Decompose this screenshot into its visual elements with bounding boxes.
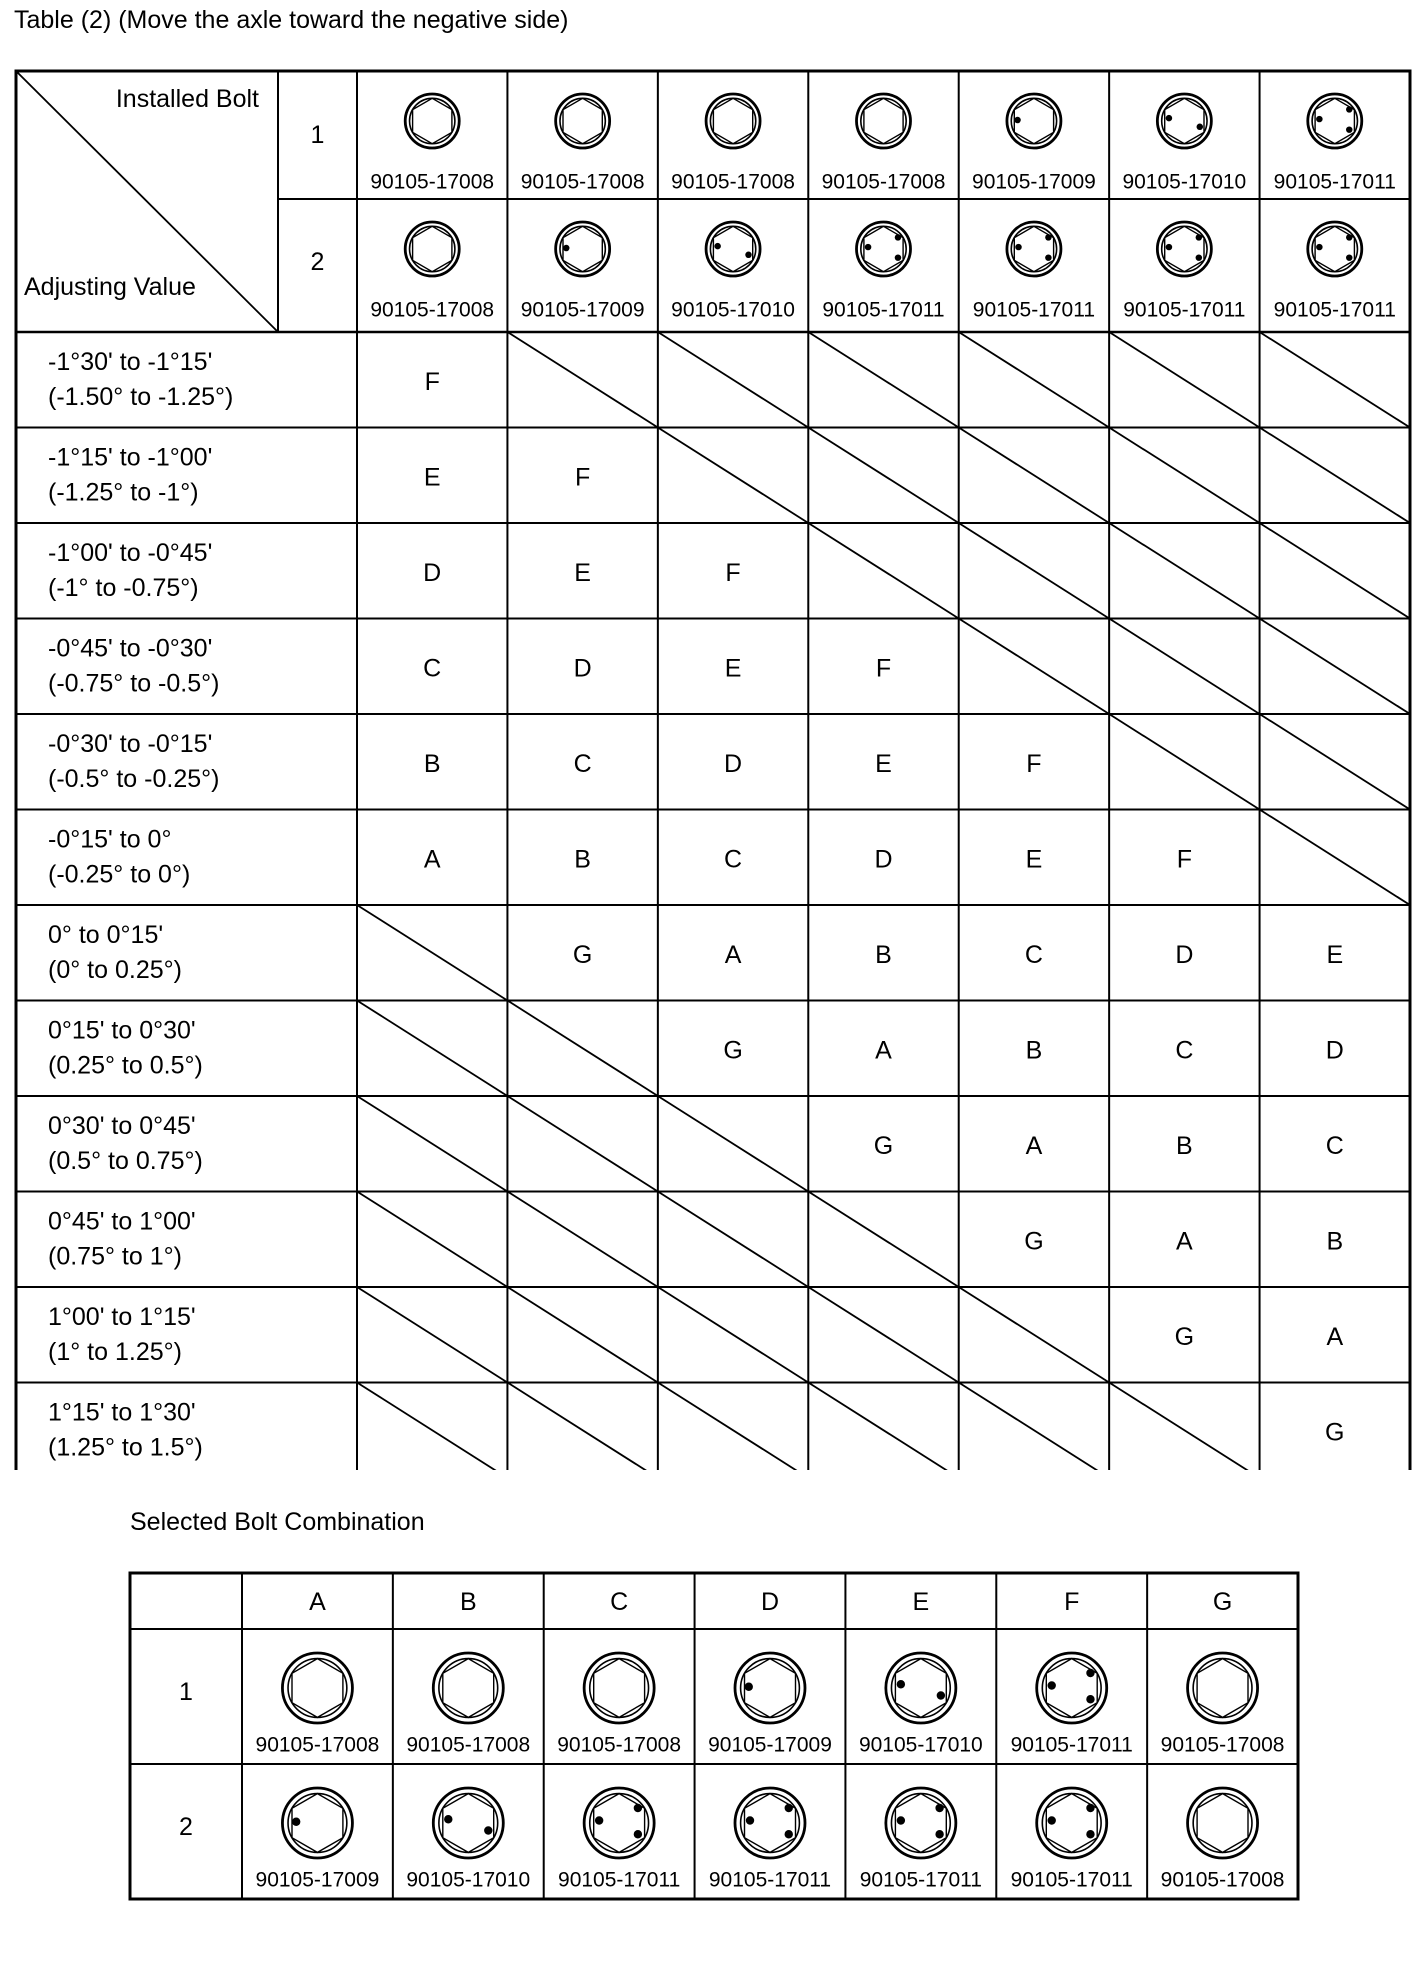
adjust-decimal-label: (0° to 0.25°)	[48, 956, 182, 984]
bolt-head-icon	[735, 1788, 805, 1858]
combination-letter: E	[1326, 940, 1344, 969]
bolt-mark-dot	[897, 1680, 905, 1688]
bolt-part-number: 90105-17008	[520, 170, 645, 194]
combination-column-header: D	[760, 1588, 780, 1616]
bolt-part-number: 90105-17008	[1160, 1868, 1285, 1892]
combination-column-header: G	[1212, 1588, 1233, 1616]
combination-letter: F	[575, 463, 591, 492]
bolt-mark-dot	[1086, 1830, 1094, 1838]
adjust-range-label: -0°30' to -0°15'	[48, 730, 213, 758]
bolt-head-icon	[433, 1653, 503, 1723]
combination-letter: E	[724, 654, 742, 683]
bolt-inner-circle	[439, 1659, 498, 1718]
bolt-head-icon	[1188, 1788, 1258, 1858]
bolt-head-icon	[886, 1788, 956, 1858]
adjust-decimal-label: (-0.5° to -0.25°)	[48, 765, 220, 793]
bolt-part-number: 90105-17009	[972, 170, 1096, 194]
bolt-inner-circle	[1193, 1794, 1252, 1853]
page-title: Table (2) (Move the axle toward the negative side)	[14, 6, 569, 34]
combination-letter: E	[574, 558, 591, 587]
bolt-hexagon	[594, 1659, 645, 1718]
adjust-range-label: -1°00' to -0°45'	[48, 539, 213, 567]
bolt-outer-circle	[1188, 1788, 1258, 1858]
adjust-decimal-label: (1.25° to 1.5°)	[48, 1433, 203, 1462]
combination-letter: D	[874, 845, 893, 874]
bolt-mark-dot	[484, 1826, 492, 1834]
bolt-mark-dot	[785, 1830, 793, 1838]
bolt-part-number: 90105-17011	[972, 298, 1096, 322]
combination-letter: C	[1325, 1131, 1344, 1160]
bolt-head-icon	[886, 1653, 956, 1723]
combination-column-header: E	[912, 1588, 930, 1616]
bolt-part-number: 90105-17010	[858, 1733, 983, 1757]
combination-letter: C	[1175, 1036, 1194, 1065]
bolt-mark-dot	[1048, 1681, 1056, 1689]
adjust-range-label: 1°00' to 1°15'	[48, 1303, 196, 1331]
bolt-part-number: 90105-17010	[1122, 170, 1247, 194]
adjust-decimal-label: (-1.50° to -1.25°)	[48, 383, 234, 411]
bolt-outer-circle	[584, 1653, 654, 1723]
bolt-inner-circle	[590, 1659, 649, 1718]
combination-letter: G	[723, 1036, 743, 1065]
combination-letter: F	[424, 367, 440, 396]
bolt-mark-dot	[935, 1804, 943, 1812]
adjust-decimal-label: (-0.25° to 0°)	[48, 860, 191, 889]
combination-row-label: 1	[179, 1678, 193, 1706]
bolt-part-number: 90105-17011	[708, 1868, 832, 1892]
combination-letter: C	[573, 749, 592, 778]
bolt-outer-circle	[1188, 1653, 1258, 1723]
bolt-part-number: 90105-17008	[557, 1733, 682, 1757]
combination-letter: A	[1176, 1227, 1193, 1256]
bolt-mark-dot	[1048, 1816, 1056, 1824]
bolt-mark-dot	[634, 1804, 642, 1812]
corner-bottom-label: Adjusting Value	[24, 273, 196, 301]
bolt-hexagon	[443, 1794, 494, 1853]
bolt-outer-circle	[735, 1788, 805, 1858]
combination-letter: F	[1176, 845, 1192, 874]
bolt-part-number: 90105-17011	[1273, 298, 1396, 322]
adjust-range-label: 0°15' to 0°30'	[48, 1016, 196, 1045]
bolt-part-number: 90105-17009	[520, 298, 645, 322]
combination-title: Selected Bolt Combination	[130, 1508, 425, 1536]
bolt-hexagon	[1197, 1659, 1248, 1718]
bolt-mark-dot	[444, 1815, 452, 1823]
bolt-head-icon	[282, 1788, 352, 1858]
adjust-range-label: 0°30' to 0°45'	[48, 1112, 196, 1140]
combination-letter: A	[724, 940, 742, 969]
combination-letter: B	[1326, 1227, 1344, 1256]
combination-letter: B	[574, 845, 591, 874]
bolt-part-number: 90105-17008	[406, 1733, 531, 1757]
bolt-head-icon	[584, 1788, 654, 1858]
bolt-inner-circle	[1193, 1659, 1252, 1718]
bolt-part-number: 90105-17008	[1160, 1733, 1285, 1757]
bolt-part-number: 90105-17011	[1010, 1733, 1133, 1757]
bolt-part-number: 90105-17008	[255, 1733, 380, 1757]
bolt-hexagon	[1197, 1794, 1248, 1853]
combination-letter: C	[1024, 940, 1043, 969]
adjust-range-label: 1°15' to 1°30'	[48, 1398, 196, 1427]
combination-letter: G	[572, 940, 593, 969]
combination-letter: B	[423, 749, 441, 778]
bolt-outer-circle	[886, 1788, 956, 1858]
bolt-hexagon	[895, 1659, 946, 1718]
adjust-range-label: -0°15' to 0°	[48, 825, 172, 854]
combination-row-label: 2	[179, 1813, 193, 1841]
combination-letter: C	[423, 654, 442, 683]
bolt-mark-dot	[595, 1816, 603, 1824]
bolt-part-number: 90105-17009	[708, 1733, 832, 1757]
bolt-mark-dot	[1086, 1669, 1094, 1677]
bolt-part-number: 90105-17010	[406, 1868, 531, 1892]
combination-letter: E	[1025, 845, 1043, 874]
combination-letter: B	[1176, 1131, 1193, 1160]
adjust-decimal-label: (0.75° to 1°)	[48, 1242, 182, 1271]
combination-letter: G	[873, 1131, 894, 1160]
bolt-head-icon	[1188, 1653, 1258, 1723]
bolt-mark-dot	[745, 1683, 753, 1691]
bolt-mark-dot	[1086, 1695, 1094, 1703]
bolt-hexagon	[292, 1659, 343, 1718]
bolt-hexagon	[443, 1659, 494, 1718]
bolt-part-number: 90105-17011	[859, 1868, 982, 1892]
combination-letter: A	[423, 845, 441, 874]
bolt-mark-dot	[935, 1830, 943, 1838]
bolt-part-number: 90105-17008	[370, 298, 495, 322]
bolt-head-icon	[735, 1653, 805, 1723]
bolt-outer-circle	[1037, 1653, 1107, 1723]
bolt-head-icon	[282, 1653, 352, 1723]
bolt-part-number: 90105-17010	[671, 298, 795, 322]
bolt-outer-circle	[433, 1788, 503, 1858]
bolt-mark-dot	[937, 1691, 945, 1699]
bolt-head-icon	[1037, 1788, 1107, 1858]
adjust-range-label: 0° to 0°15'	[48, 921, 164, 949]
combination-letter: A	[1025, 1131, 1043, 1160]
combination-column-header: F	[1064, 1588, 1080, 1616]
adjust-range-label: -0°45' to -0°30'	[48, 634, 213, 663]
bolt-part-number: 90105-17011	[1010, 1868, 1133, 1892]
combination-letter: D	[423, 558, 442, 587]
adjust-range-label: -1°30' to -1°15'	[48, 348, 213, 376]
adjust-decimal-label: (0.5° to 0.75°)	[48, 1147, 203, 1175]
combination-letter: F	[725, 558, 741, 587]
bolt-part-number: 90105-17009	[255, 1868, 380, 1892]
bolt-outer-circle	[282, 1653, 352, 1723]
combination-letter: D	[573, 654, 592, 683]
bolt-outer-circle	[886, 1653, 956, 1723]
bolt-mark-dot	[634, 1830, 642, 1838]
adjust-decimal-label: (1° to 1.25°)	[48, 1338, 182, 1366]
bolt-part-number: 90105-17011	[1273, 170, 1396, 194]
bolt-inner-circle	[288, 1659, 347, 1718]
bolt-outer-circle	[584, 1788, 654, 1858]
bolt-mark-dot	[1086, 1804, 1094, 1812]
combination-letter: G	[1325, 1418, 1345, 1447]
bolt-row-label: 1	[310, 121, 325, 149]
adjust-range-label: 0°45' to 1°00'	[48, 1207, 196, 1236]
bolt-head-icon	[433, 1788, 503, 1858]
adjust-range-label: -1°15' to -1°00'	[48, 443, 213, 472]
bolt-outer-circle	[1037, 1788, 1107, 1858]
combination-letter: G	[1174, 1322, 1195, 1351]
bolt-row-label: 2	[310, 248, 325, 276]
bolt-part-number: 90105-17008	[671, 170, 795, 194]
combination-letter: C	[724, 845, 743, 874]
combination-column-header: B	[459, 1588, 477, 1616]
bolt-part-number: 90105-17008	[821, 170, 946, 194]
bolt-part-number: 90105-17011	[558, 1868, 681, 1892]
adjust-decimal-label: (-1° to -0.75°)	[48, 574, 199, 602]
corner-top-label: Installed Bolt	[115, 85, 259, 113]
bolt-outer-circle	[433, 1653, 503, 1723]
bolt-mark-dot	[746, 1816, 754, 1824]
bolt-part-number: 90105-17011	[1123, 298, 1246, 322]
combination-letter: B	[875, 940, 892, 969]
adjust-decimal-label: (0.25° to 0.5°)	[48, 1051, 203, 1080]
combination-letter: A	[1326, 1322, 1344, 1351]
combination-letter: E	[423, 463, 441, 492]
adjust-decimal-label: (-1.25° to -1°)	[48, 478, 199, 507]
bolt-mark-dot	[785, 1804, 793, 1812]
bolt-mark-dot	[897, 1816, 905, 1824]
combination-letter: B	[1025, 1036, 1043, 1065]
combination-letter: F	[1026, 749, 1042, 778]
combination-column-header: C	[610, 1588, 629, 1616]
combination-letter: D	[724, 749, 743, 778]
bolt-mark-dot	[292, 1818, 300, 1826]
combination-letter: D	[1175, 940, 1194, 969]
combination-letter: A	[875, 1036, 892, 1065]
bolt-head-icon	[584, 1653, 654, 1723]
adjust-decimal-label: (-0.75° to -0.5°)	[48, 669, 220, 698]
combination-letter: F	[875, 654, 892, 683]
bolt-part-number: 90105-17008	[370, 170, 495, 194]
bolt-part-number: 90105-17011	[822, 298, 945, 322]
combination-letter: E	[875, 749, 892, 778]
combination-letter: G	[1024, 1227, 1044, 1256]
combination-letter: D	[1325, 1036, 1344, 1065]
bolt-head-icon	[1037, 1653, 1107, 1723]
combination-column-header: A	[309, 1588, 326, 1616]
